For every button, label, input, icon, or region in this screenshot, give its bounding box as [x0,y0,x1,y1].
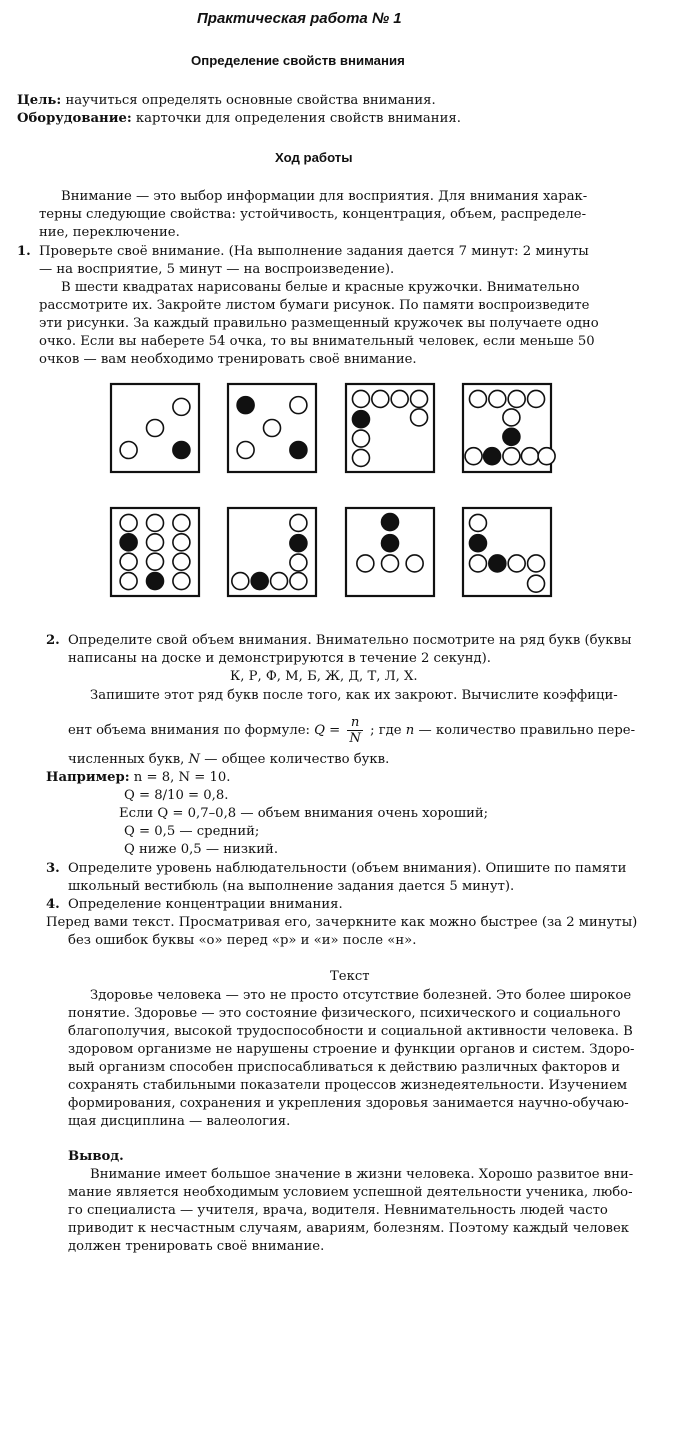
text-line: щая дисциплина — валеология. [68,1114,291,1129]
empty-circle [290,514,307,531]
empty-circle [503,409,520,426]
example-line: Если Q = 0,7–0,8 — объем внимания очень хороший; [119,806,489,821]
filled-circle [120,534,137,551]
filled-circle [382,514,399,531]
empty-circle [147,420,164,437]
conclusion-line: Внимание имеет большое значение в жизни человека. Хорошо развитое вни- [90,1167,634,1182]
empty-circle [411,390,428,407]
empty-circle [503,448,520,465]
filled-circle [290,535,307,552]
empty-circle [271,573,288,590]
empty-circle [528,575,545,592]
empty-circle [528,390,545,407]
task1-line: эти рисунки. За каждый правильно размещенный кружочек вы получаете одно [39,316,599,331]
conclusion-label: Вывод. [68,1149,124,1164]
empty-circle [173,514,190,531]
empty-circle [173,534,190,551]
task-number: 4. [46,897,60,912]
empty-circle [290,554,307,571]
example-label: Например: [46,770,130,785]
empty-circle [411,409,428,426]
text-line: сохранять стабильными показатели процессов жизнедеятельности. Изучением [68,1078,628,1093]
line5-suffix: — общее количество букв. [200,752,390,767]
intro-line: терны следующие свойства: устойчивость, концентрация, объем, распределе- [39,207,587,222]
intro-line: ние, переключение. [39,225,180,240]
formula-denominator: N [349,731,361,746]
filled-circle [352,411,369,428]
formula-equals: = [324,723,345,738]
empty-circle [290,573,307,590]
empty-circle [173,398,190,415]
filled-circle [503,428,520,445]
conclusion-line: мание является необходимым условием успешной деятельности ученика, любо- [68,1185,633,1200]
empty-circle [232,573,249,590]
task1-line: В шести квадратах нарисованы белые и красные кружочки. Внимательно [61,280,580,295]
line5-N: N [188,752,201,767]
filled-circle [147,573,164,590]
filled-circle [489,555,506,572]
filled-circle [469,535,486,552]
empty-circle [357,555,374,572]
example-line [46,769,230,787]
empty-circle [508,555,525,572]
text-line: понятие. Здоровье — это состояние физического, психического и социального [68,1006,621,1021]
empty-circle [147,553,164,570]
text-line: Здоровье человека — это не просто отсутствие болезней. Это более широкое [90,988,632,1003]
task1-line: очко. Если вы наберете 54 очка, то вы внимательный человек, если меньше 50 [39,334,595,349]
equipment-label: Оборудование: [17,111,132,126]
filled-circle [290,442,307,459]
conclusion-line: приводит к несчастным случаям, авариям, болезням. Поэтому каждый человек [68,1221,630,1236]
filled-circle [237,397,254,414]
empty-circle [173,553,190,570]
empty-circle [489,390,506,407]
task1-line: — на восприятие, 5 минут — на воспроизведение). [39,262,395,277]
formula-fraction [347,715,363,746]
formula-q: Q [314,723,325,738]
task4-line: без ошибок буквы «о» перед «р» и «и» после «н». [68,933,417,948]
task2-line: Запишите этот ряд букв после того, как их закроют. Вычислите коэффици- [90,688,618,703]
empty-circle [147,534,164,551]
empty-circle [469,390,486,407]
text-line: вый организм способен приспосабливаться к действию различных факторов и [68,1060,621,1075]
task4-line: Перед вами текст. Просматривая его, зачеркните как можно быстрее (за 2 минуты) [46,915,638,930]
empty-circle [469,514,486,531]
task1-line: рассмотрите их. Закройте листом бумаги рисунок. По памяти воспроизведите [39,298,590,313]
empty-circle [508,390,525,407]
empty-circle [382,555,399,572]
task3-line: Определите уровень наблюдательности (объем внимания). Опишите по памяти [68,861,627,876]
line5-prefix: численных букв, [68,752,189,767]
empty-circle [406,555,423,572]
task2-line: написаны на доске и демонстрируются в течение 2 секунд). [68,651,491,666]
empty-circle [372,390,389,407]
empty-circle [120,553,137,570]
empty-circle [465,448,482,465]
task2-line: Определите свой объем внимания. Внимательно посмотрите на ряд букв (буквы [68,633,632,648]
empty-circle [120,573,137,590]
empty-circle [352,449,369,466]
task1-line: очков — вам необходимо тренировать своё внимание. [39,352,417,367]
empty-circle [120,514,137,531]
example-line: Q = 8/10 = 0,8. [124,788,229,803]
formula-prefix: ент объема внимания по формуле: [68,723,315,738]
filled-circle [484,448,501,465]
intro-line: Внимание — это выбор информации для восприятия. Для внимания харак- [61,189,588,204]
formula-separator: ; где [365,723,406,738]
task-number: 2. [46,633,60,648]
empty-circle [528,555,545,572]
filled-circle [251,573,268,590]
section-heading: Ход работы [275,150,353,165]
task-number: 1. [17,244,31,259]
empty-circle [538,448,555,465]
example-line: Q ниже 0,5 — низкий. [124,842,279,857]
example-line: Q = 0,5 — средний; [124,824,260,839]
formula-numerator: n [347,715,363,731]
task3-line: школьный вестибюль (на выполнение задания дается 5 минут). [68,879,515,894]
conclusion-line: го специалиста — учителя, врача, водителя. Невнимательность людей часто [68,1203,608,1218]
formula-suffix: — количество правильно пере- [414,723,636,738]
task4-line: Определение концентрации внимания. [68,897,343,912]
empty-circle [521,448,538,465]
text-line: благополучия, высокой трудоспособности и социальной активности человека. В [68,1024,633,1039]
text-line: формирования, сохранения и укрепления здоровья занимается научно-обучаю- [68,1096,629,1111]
goal-text: научиться определять основные свойства внимания. [61,93,436,108]
conclusion-line: должен тренировать своё внимание. [68,1239,325,1254]
empty-circle [352,430,369,447]
text-line: здоровом организме не нарушены строение и функции органов и систем. Здоро- [68,1042,635,1057]
empty-circle [264,420,281,437]
empty-circle [469,555,486,572]
page-subtitle: Определение свойств внимания [191,53,405,68]
task2-line [68,751,389,769]
formula-n: n [405,723,415,738]
empty-circle [120,442,137,459]
text-heading: Текст [330,969,370,984]
empty-circle [237,442,254,459]
page-title: Практическая работа № 1 [197,10,402,27]
task-number: 3. [46,861,60,876]
example-text: n = 8, N = 10. [129,770,231,785]
empty-circle [147,514,164,531]
empty-circle [391,390,408,407]
formula-line [68,714,635,748]
filled-circle [382,535,399,552]
letters-row: К, Р, Ф, М, Б, Ж, Д, Т, Л, Х. [230,669,418,684]
filled-circle [173,442,190,459]
task1-line: Проверьте своё внимание. (На выполнение задания дается 7 минут: 2 минуты [39,244,589,259]
empty-circle [352,390,369,407]
circle-cards-figure [0,0,698,620]
empty-circle [173,573,190,590]
empty-circle [290,397,307,414]
equipment-text: карточки для определения свойств внимания. [131,111,461,126]
goal-label: Цель: [17,93,62,108]
